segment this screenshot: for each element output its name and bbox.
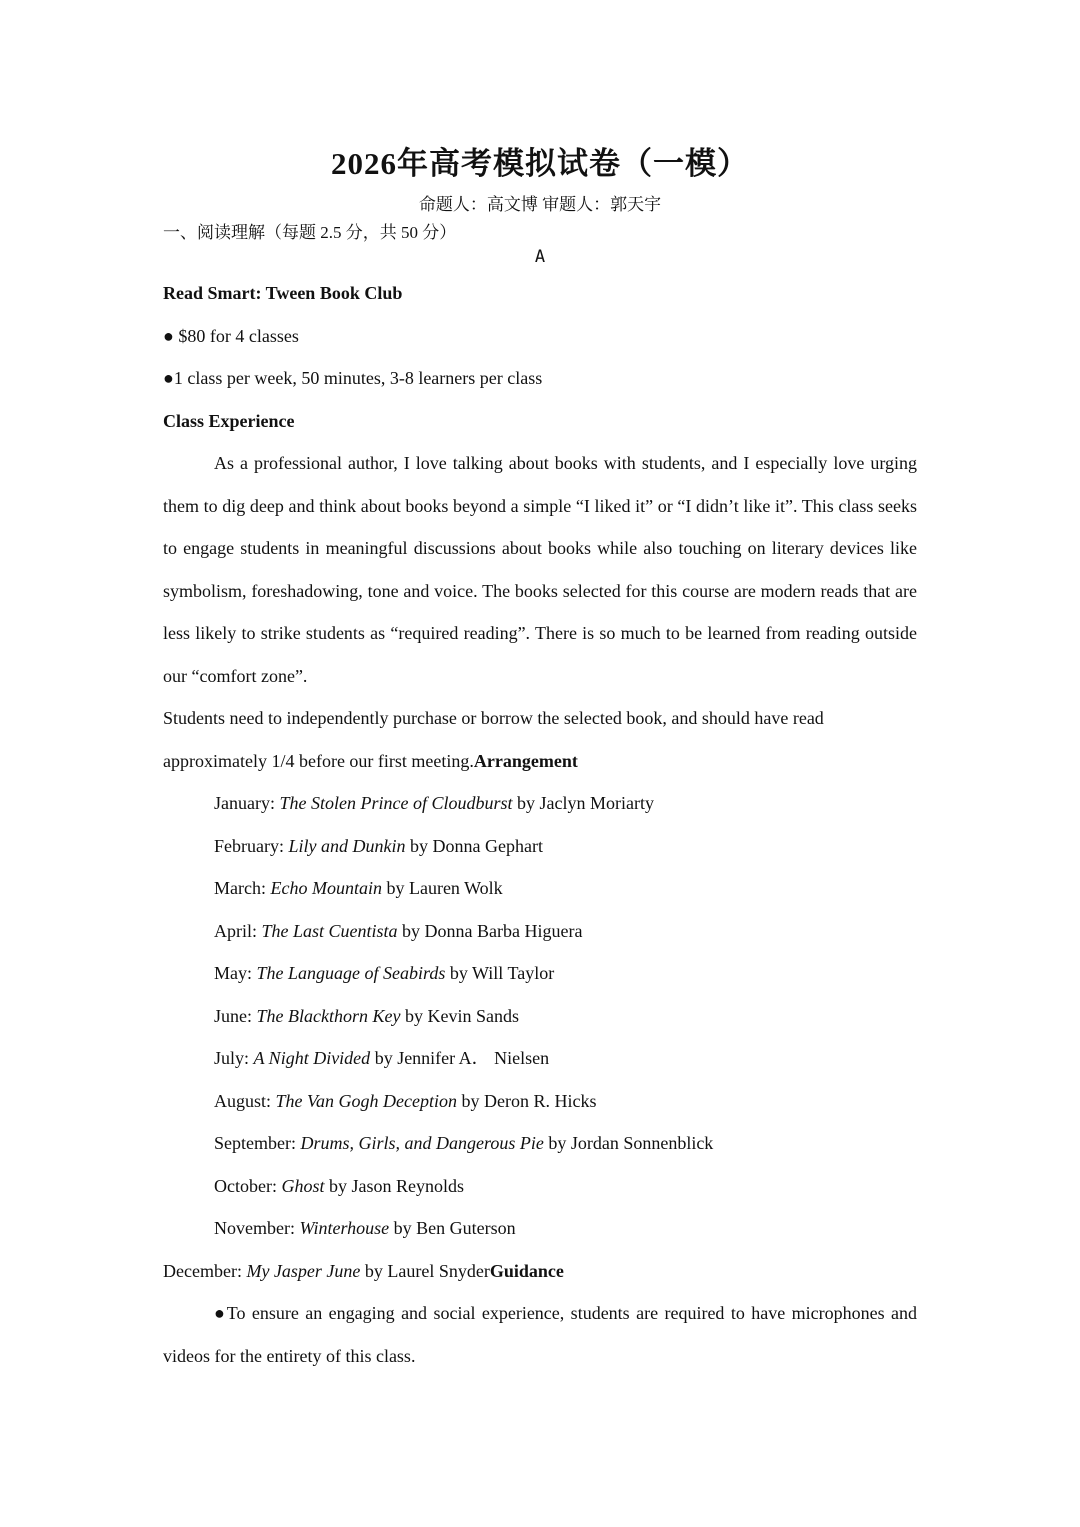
book-title: The Last Cuentista	[261, 920, 398, 941]
book-title: The Language of Seabirds	[256, 963, 446, 983]
book-author: by Kevin Sands	[400, 1005, 519, 1026]
book-author: by Donna Barba Higuera	[397, 920, 583, 941]
book-title: Drums, Girls, and Dangerous Pie	[300, 1133, 544, 1153]
book-author: by Deron R. Hicks	[456, 1090, 597, 1111]
book-month: May:	[214, 963, 257, 983]
book-title: Echo Mountain	[270, 878, 382, 898]
book-title: The Blackthorn Key	[256, 1005, 401, 1026]
book-author: by Jordan Sonnenblick	[543, 1133, 714, 1153]
book-month: January:	[214, 793, 280, 813]
book-author: by Lauren Wolk	[381, 878, 503, 898]
guidance-heading: Guidance	[489, 1260, 564, 1281]
book-author: by Laurel Snyder	[360, 1260, 490, 1281]
book-month: June:	[214, 1005, 257, 1026]
book-list	[163, 782, 917, 1250]
book-title: The Van Gogh Deception	[275, 1090, 457, 1111]
book-author: by Donna Gephart	[405, 835, 543, 856]
book-month: December:	[163, 1260, 247, 1281]
class-experience-heading: Class Experience	[163, 410, 295, 431]
book-item	[163, 1207, 917, 1250]
book-item	[163, 1165, 917, 1208]
book-item	[163, 1122, 917, 1165]
book-month: October:	[214, 1175, 282, 1196]
purchase-paragraph	[163, 697, 917, 782]
book-author: by Jason Reynolds	[324, 1175, 464, 1196]
book-title: Winterhouse	[299, 1218, 390, 1238]
section-heading: 一、阅读理解（每题 2.5 分，共 50 分）	[163, 223, 457, 242]
book-author: by Jaclyn Moriarty	[512, 793, 654, 813]
book-month: August:	[214, 1090, 276, 1111]
book-item	[163, 910, 917, 953]
book-month: April:	[214, 920, 262, 941]
arrangement-heading: Arrangement	[473, 750, 578, 771]
book-month: November:	[214, 1218, 300, 1238]
book-author: by Will Taylor	[445, 963, 555, 983]
price-item: ● $80 for 4 classes	[163, 325, 299, 346]
exam-authors: 命题人：高文博 审题人：郭天宇	[418, 195, 662, 214]
book-title: Lily and Dunkin	[288, 835, 406, 856]
book-title: The Stolen Prince of Cloudburst	[279, 793, 513, 813]
book-month: September:	[214, 1133, 301, 1153]
book-item	[163, 1080, 917, 1123]
schedule-item: ●1 class per week, 50 minutes, 3-8 learners per class	[163, 368, 543, 388]
ad-heading: Read Smart: Tween Book Club	[163, 283, 403, 303]
book-title: My Jasper June	[246, 1260, 361, 1281]
book-item	[163, 825, 917, 868]
exam-title: 2026年高考模拟试卷（一模）	[331, 146, 749, 181]
passage-content	[163, 272, 917, 1377]
book-title: A Night Divided	[253, 1048, 371, 1068]
book-item	[163, 1037, 917, 1080]
book-item	[163, 995, 917, 1038]
book-author: by Jennifer A． Nielsen	[370, 1048, 550, 1068]
class-experience-text: As a professional author, I love talking about books with students, and I especially love urging them to dig deep and think about books beyond a simple “I liked it” or “I didn’t like it”. This class seeks to engage students in meaningful discussions about books while also touching on literary devices like symbolism, foreshadowing, tone and voice. The books selected for this course are modern reads that are less likely to strike students as “required reading”. There is so much to be learned from reading outside our “comfort zone”.	[163, 453, 917, 686]
book-item	[163, 867, 917, 910]
purchase-text: Students need to independently purchase or borrow the selected book, and should have read approximately 1/4 before our first meeting.	[163, 708, 824, 771]
book-item	[163, 952, 917, 995]
book-item	[163, 782, 917, 825]
book-month: July:	[214, 1048, 254, 1068]
book-item-december	[163, 1250, 917, 1293]
passage-letter: A	[534, 247, 546, 267]
book-month: February:	[214, 835, 289, 856]
book-author: by Ben Guterson	[389, 1218, 516, 1238]
guidance-text: ●To ensure an engaging and social experience, students are required to have microphones and videos for the entirety of this class.	[163, 1303, 917, 1366]
book-month: March:	[214, 878, 271, 898]
book-title: Ghost	[281, 1175, 325, 1196]
